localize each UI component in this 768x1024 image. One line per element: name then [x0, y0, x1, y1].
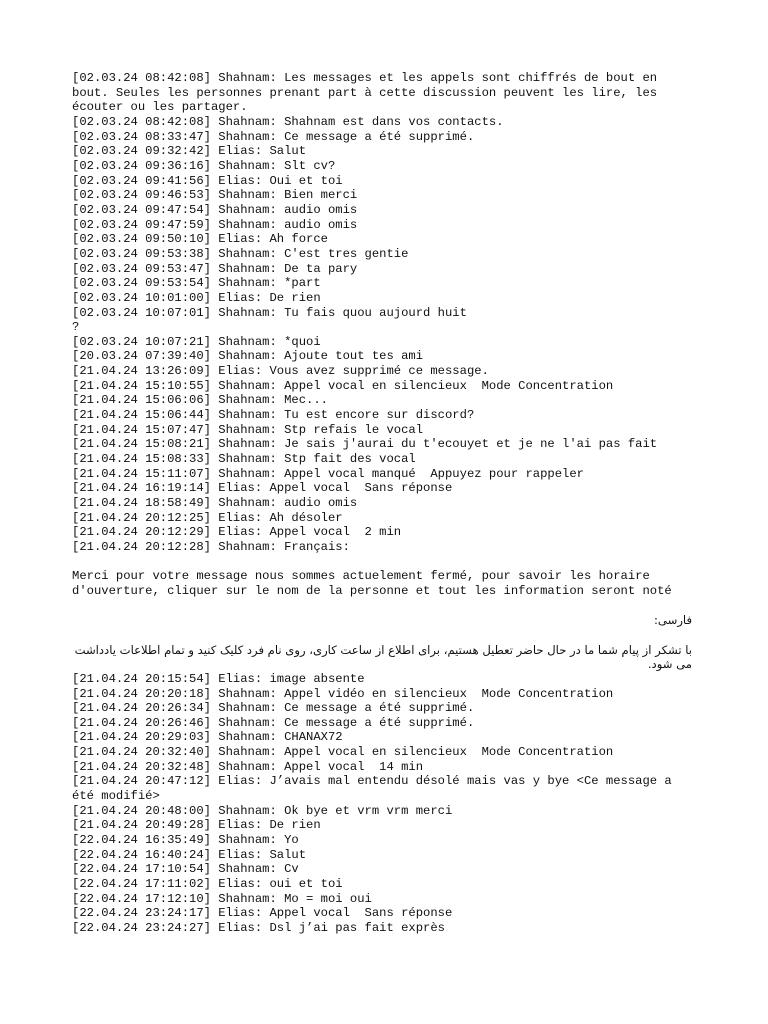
transcript-line: [21.04.24 18:58:49] Shahnam: audio omis	[72, 496, 358, 511]
transcript-line: [02.03.24 08:42:08] Shahnam: Shahnam est dans vos contacts.	[72, 114, 504, 129]
transcript-line: [02.03.24 09:32:42] Elias: Salut	[72, 144, 307, 159]
transcript-line: [21.04.24 20:32:40] Shahnam: Appel vocal en silencieux Mode Concentration	[72, 745, 614, 760]
transcript-line: [21.04.24 20:12:29] Elias: Appel vocal 2 min	[72, 525, 402, 540]
transcript-line: Merci pour votre message nous sommes actuelement fermé, pour savoir les horaire d'ouverture, cliquer sur le nom de la personne et tout les information seront noté	[72, 569, 672, 598]
transcript-line: [22.04.24 16:40:24] Elias: Salut	[72, 847, 307, 862]
transcript-line: [21.04.24 20:29:03] Shahnam: CHANAX72	[72, 730, 343, 745]
transcript-line: [22.04.24 23:24:17] Elias: Appel vocal Sans réponse	[72, 906, 453, 921]
transcript-line: [02.03.24 10:07:01] Shahnam: Tu fais quou aujourd huit	[72, 305, 467, 320]
transcript-line: [21.04.24 20:20:18] Shahnam: Appel vidéo en silencieux Mode Concentration	[72, 686, 614, 701]
transcript-line: [02.03.24 09:47:59] Shahnam: audio omis	[72, 217, 358, 232]
transcript-line: [21.04.24 15:08:21] Shahnam: Je sais j'aurai du t'ecouyet et je ne l'ai pas fait	[72, 437, 658, 452]
transcript-line: [21.04.24 20:26:34] Shahnam: Ce message a été supprimé.	[72, 701, 475, 716]
transcript-line: [21.04.24 15:07:47] Shahnam: Stp refais le vocal	[72, 422, 424, 437]
transcript-line: [21.04.24 20:26:46] Shahnam: Ce message a été supprimé.	[72, 715, 475, 730]
transcript-line: [21.04.24 20:48:00] Shahnam: Ok bye et vrm vrm merci	[72, 803, 453, 818]
transcript-line: با تشکر از پیام شما ما در حال حاضر تعطیل هستیم، برای اطلاع از ساعت کاری، روی نام فرد کلیک کنید و تمام اطلاعات یادداشت می شود.	[70, 642, 692, 672]
transcript-line: [02.03.24 09:53:54] Shahnam: *part	[72, 276, 321, 291]
transcript-line: [02.03.24 09:47:54] Shahnam: audio omis	[72, 202, 358, 217]
transcript-line: [22.04.24 16:35:49] Shahnam: Yo	[72, 833, 299, 848]
transcript-line: [21.04.24 20:49:28] Elias: De rien	[72, 818, 321, 833]
transcript-line: [21.04.24 20:15:54] Elias: image absente	[72, 671, 365, 686]
transcript-line: [21.04.24 15:06:06] Shahnam: Mec...	[72, 393, 328, 408]
transcript-line: [02.03.24 09:36:16] Shahnam: Slt cv?	[72, 158, 336, 173]
blank-line	[72, 628, 692, 643]
transcript-line: [21.04.24 15:10:55] Shahnam: Appel vocal en silencieux Mode Concentration	[72, 378, 614, 393]
transcript-line: [21.04.24 13:26:09] Elias: Vous avez supprimé ce message.	[72, 364, 489, 379]
transcript-line: [22.04.24 17:10:54] Shahnam: Cv	[72, 862, 299, 877]
transcript-line: [22.04.24 17:12:10] Shahnam: Mo = moi oui	[72, 891, 372, 906]
transcript-line: فارسی:	[654, 613, 692, 628]
transcript-line: [21.04.24 16:19:14] Elias: Appel vocal Sans réponse	[72, 481, 453, 496]
transcript-line: [20.03.24 07:39:40] Shahnam: Ajoute tout tes ami	[72, 349, 424, 364]
transcript-line: [21.04.24 15:11:07] Shahnam: Appel vocal manqué Appuyez pour rappeler	[72, 466, 584, 481]
transcript-line: [02.03.24 09:50:10] Elias: Ah force	[72, 232, 328, 247]
transcript-line: [22.04.24 17:11:02] Elias: oui et toi	[72, 877, 343, 892]
transcript-line: [02.03.24 09:53:47] Shahnam: De ta pary	[72, 261, 358, 276]
transcript-line: [02.03.24 10:07:21] Shahnam: *quoi	[72, 334, 321, 349]
transcript-line: [02.03.24 08:33:47] Shahnam: Ce message a été supprimé.	[72, 129, 475, 144]
transcript-line: [02.03.24 08:42:08] Shahnam: Les messages et les appels sont chiffrés de bout en bout. Seules les personnes prenant part à cette discussion peuvent les lire, les écouter ou les partager.	[72, 71, 665, 115]
transcript-line: [21.04.24 15:08:33] Shahnam: Stp fait des vocal	[72, 452, 416, 467]
transcript-line: [02.03.24 09:41:56] Elias: Oui et toi	[72, 173, 343, 188]
transcript-line: [02.03.24 09:53:38] Shahnam: C'est tres gentie	[72, 246, 409, 261]
transcript-line: [21.04.24 20:47:12] Elias: J’avais mal entendu désolé mais vas y bye <Ce message a été modifié>	[72, 774, 680, 804]
transcript-line: [22.04.24 23:24:27] Elias: Dsl j’ai pas fait exprès	[72, 921, 445, 936]
transcript-line: [21.04.24 20:12:25] Elias: Ah désoler	[72, 510, 343, 525]
blank-line	[72, 555, 692, 570]
transcript-line: [21.04.24 20:32:48] Shahnam: Appel vocal 14 min	[72, 759, 424, 774]
transcript-line: [21.04.24 20:12:28] Shahnam: Français:	[72, 540, 350, 554]
chat-transcript-page	[72, 71, 692, 936]
transcript-line: ?	[72, 320, 80, 335]
blank-line	[72, 599, 692, 614]
transcript-line: [02.03.24 09:46:53] Shahnam: Bien merci	[72, 188, 358, 203]
transcript-line: [21.04.24 15:06:44] Shahnam: Tu est encore sur discord?	[72, 408, 475, 423]
transcript-line: [02.03.24 10:01:00] Elias: De rien	[72, 290, 321, 305]
